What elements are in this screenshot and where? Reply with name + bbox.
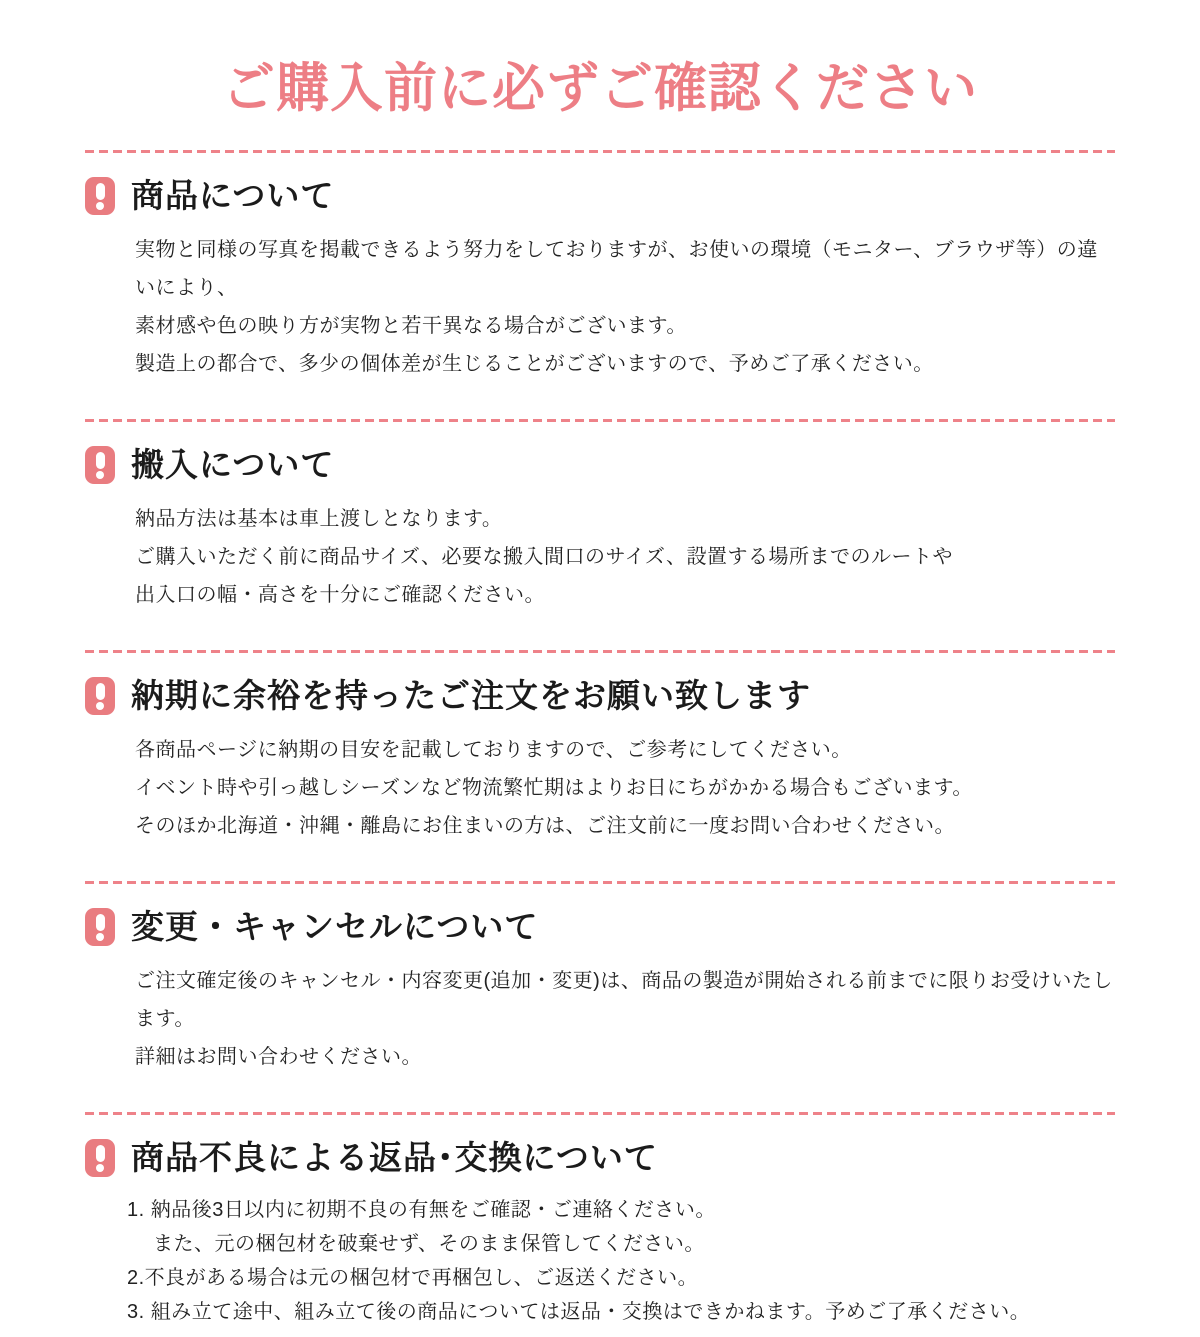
body-line: 2.不良がある場合は元の梱包材で再梱包し、ご返送ください。 bbox=[127, 1267, 699, 1289]
page-title: ご購入前に必ずご確認ください bbox=[222, 59, 978, 118]
body-line: 1. 納品後3日以内に初期不良の有無をご確認・ご連絡ください。 bbox=[127, 1199, 716, 1221]
section-about-delivery bbox=[85, 422, 1115, 622]
section-body bbox=[135, 500, 1115, 614]
body-line: ご購入いただく前に商品サイズ、必要な搬入間口のサイズ、設置する場所までのルートや bbox=[135, 546, 953, 568]
section-heading: 搬入について bbox=[131, 446, 335, 483]
exclamation-icon bbox=[85, 1139, 115, 1177]
section-body bbox=[127, 1193, 1115, 1329]
section-header bbox=[85, 1139, 1115, 1177]
section-heading: 商品について bbox=[131, 177, 335, 214]
section-header bbox=[85, 908, 1115, 946]
section-header bbox=[85, 177, 1115, 215]
section-heading: 商品不良による返品･交換について bbox=[131, 1139, 658, 1176]
exclamation-icon bbox=[85, 677, 115, 715]
body-line: 出入口の幅・高さを十分にご確認ください。 bbox=[135, 584, 545, 606]
body-line: 実物と同様の写真を掲載できるよう努力をしておりますが、お使いの環境（モニター、ブラウザ等）の違いにより、 bbox=[135, 239, 1098, 299]
section-about-product bbox=[85, 153, 1115, 391]
body-line: 製造上の都合で、多少の個体差が生じることがございますので、予めご了承ください。 bbox=[135, 353, 934, 375]
section-body bbox=[135, 231, 1115, 383]
body-line: 納品方法は基本は車上渡しとなります。 bbox=[135, 508, 503, 530]
body-line: ご注文確定後のキャンセル・内容変更(追加・変更)は、商品の製造が開始される前までに限りお受けいたします。 bbox=[135, 970, 1113, 1030]
section-heading: 納期に余裕を持ったご注文をお願い致します bbox=[131, 677, 811, 714]
section-body bbox=[135, 962, 1115, 1076]
section-header bbox=[85, 677, 1115, 715]
exclamation-icon bbox=[85, 177, 115, 215]
section-change-cancel bbox=[85, 884, 1115, 1084]
body-line: 3. 組み立て途中、組み立て後の商品については返品・交換はできかねます。予めご了承ください。 bbox=[127, 1301, 1031, 1323]
exclamation-icon bbox=[85, 908, 115, 946]
body-line: イベント時や引っ越しシーズンなど物流繁忙期はよりお日にちがかかる場合もございます。 bbox=[135, 777, 973, 799]
exclamation-icon bbox=[85, 446, 115, 484]
body-line: 素材感や色の映り方が実物と若干異なる場合がございます。 bbox=[135, 315, 687, 337]
section-body bbox=[135, 731, 1115, 845]
body-line: 詳細はお問い合わせください。 bbox=[135, 1046, 422, 1068]
section-heading: 変更・キャンセルについて bbox=[131, 908, 539, 945]
body-line: 各商品ページに納期の目安を記載しておりますので、ご参考にしてください。 bbox=[135, 739, 852, 761]
section-header bbox=[85, 446, 1115, 484]
section-return-exchange bbox=[85, 1115, 1115, 1337]
section-lead-time bbox=[85, 653, 1115, 853]
body-line: そのほか北海道・沖縄・離島にお住まいの方は、ご注文前に一度お問い合わせください。 bbox=[135, 815, 955, 837]
body-line-continuation: また、元の梱包材を破棄せず、そのまま保管してください。 bbox=[153, 1233, 705, 1255]
